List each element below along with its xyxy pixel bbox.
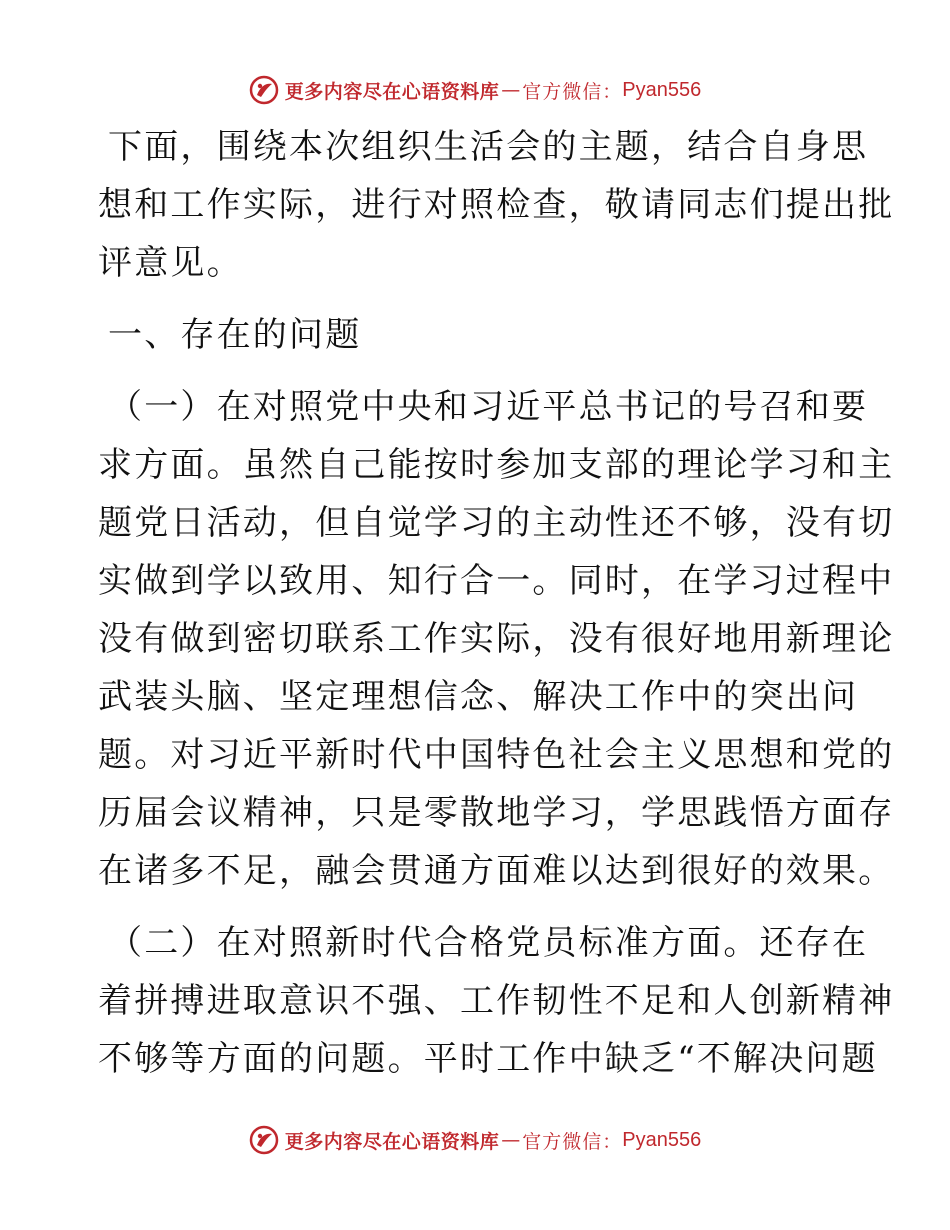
watermark-text: 更多内容尽在心语资料库 bbox=[284, 80, 500, 103]
text-line: 下面，围绕本次组织生活会的主题，结合自身思 bbox=[108, 127, 869, 167]
brand-logo-icon bbox=[249, 75, 279, 105]
text-line: 没有做到密切联系工作实际，没有很好地用新理论 bbox=[98, 619, 895, 659]
text-line: 评意见。 bbox=[98, 243, 243, 283]
watermark-sub: 官方微信： bbox=[522, 80, 623, 103]
text-line: 实做到学以致用、知行合一。同时，在学习过程中 bbox=[98, 561, 895, 601]
text-line: （二）在对照新时代合格党员标准方面。还存在 bbox=[108, 923, 869, 963]
watermark-id: Pyan556 bbox=[622, 1128, 702, 1151]
watermark-id: Pyan556 bbox=[622, 78, 702, 101]
text-line: 题。对习近平新时代中国特色社会主义思想和党的 bbox=[98, 735, 895, 775]
text-line: 想和工作实际，进行对照检查，敬请同志们提出批 bbox=[98, 185, 895, 225]
text-line: 求方面。虽然自己能按时参加支部的理论学习和主 bbox=[98, 445, 895, 485]
text-line: 在诸多不足，融会贯通方面难以达到很好的效果。 bbox=[98, 851, 895, 891]
watermark-dash: — bbox=[501, 1129, 521, 1151]
section-heading bbox=[98, 306, 858, 364]
watermark-dash: — bbox=[501, 79, 521, 101]
watermark-text: 更多内容尽在心语资料库 bbox=[284, 1130, 500, 1153]
brand-logo-icon bbox=[249, 1125, 279, 1155]
heading-line: 一、存在的问题 bbox=[108, 315, 362, 355]
text-line: 武装头脑、坚定理想信念、解决工作中的突出问 bbox=[98, 677, 859, 717]
paragraph-one bbox=[98, 378, 895, 900]
text-line: 历届会议精神，只是零散地学习，学思践悟方面存 bbox=[98, 793, 895, 833]
paragraph-two bbox=[98, 914, 895, 1088]
document-body bbox=[98, 118, 895, 1088]
text-line: 着拼搏进取意识不强、工作韧性不足和人创新精神 bbox=[98, 981, 895, 1021]
text-line: 不够等方面的问题。平时工作中缺乏“不解决问题 bbox=[98, 1039, 878, 1079]
text-line: 题党日活动，但自觉学习的主动性还不够，没有切 bbox=[98, 503, 895, 543]
footer-watermark bbox=[0, 1120, 950, 1160]
watermark-sub: 官方微信： bbox=[522, 1130, 623, 1153]
paragraph-intro bbox=[98, 118, 895, 292]
text-line: （一）在对照党中央和习近平总书记的号召和要 bbox=[108, 387, 869, 427]
header-watermark bbox=[0, 70, 950, 110]
